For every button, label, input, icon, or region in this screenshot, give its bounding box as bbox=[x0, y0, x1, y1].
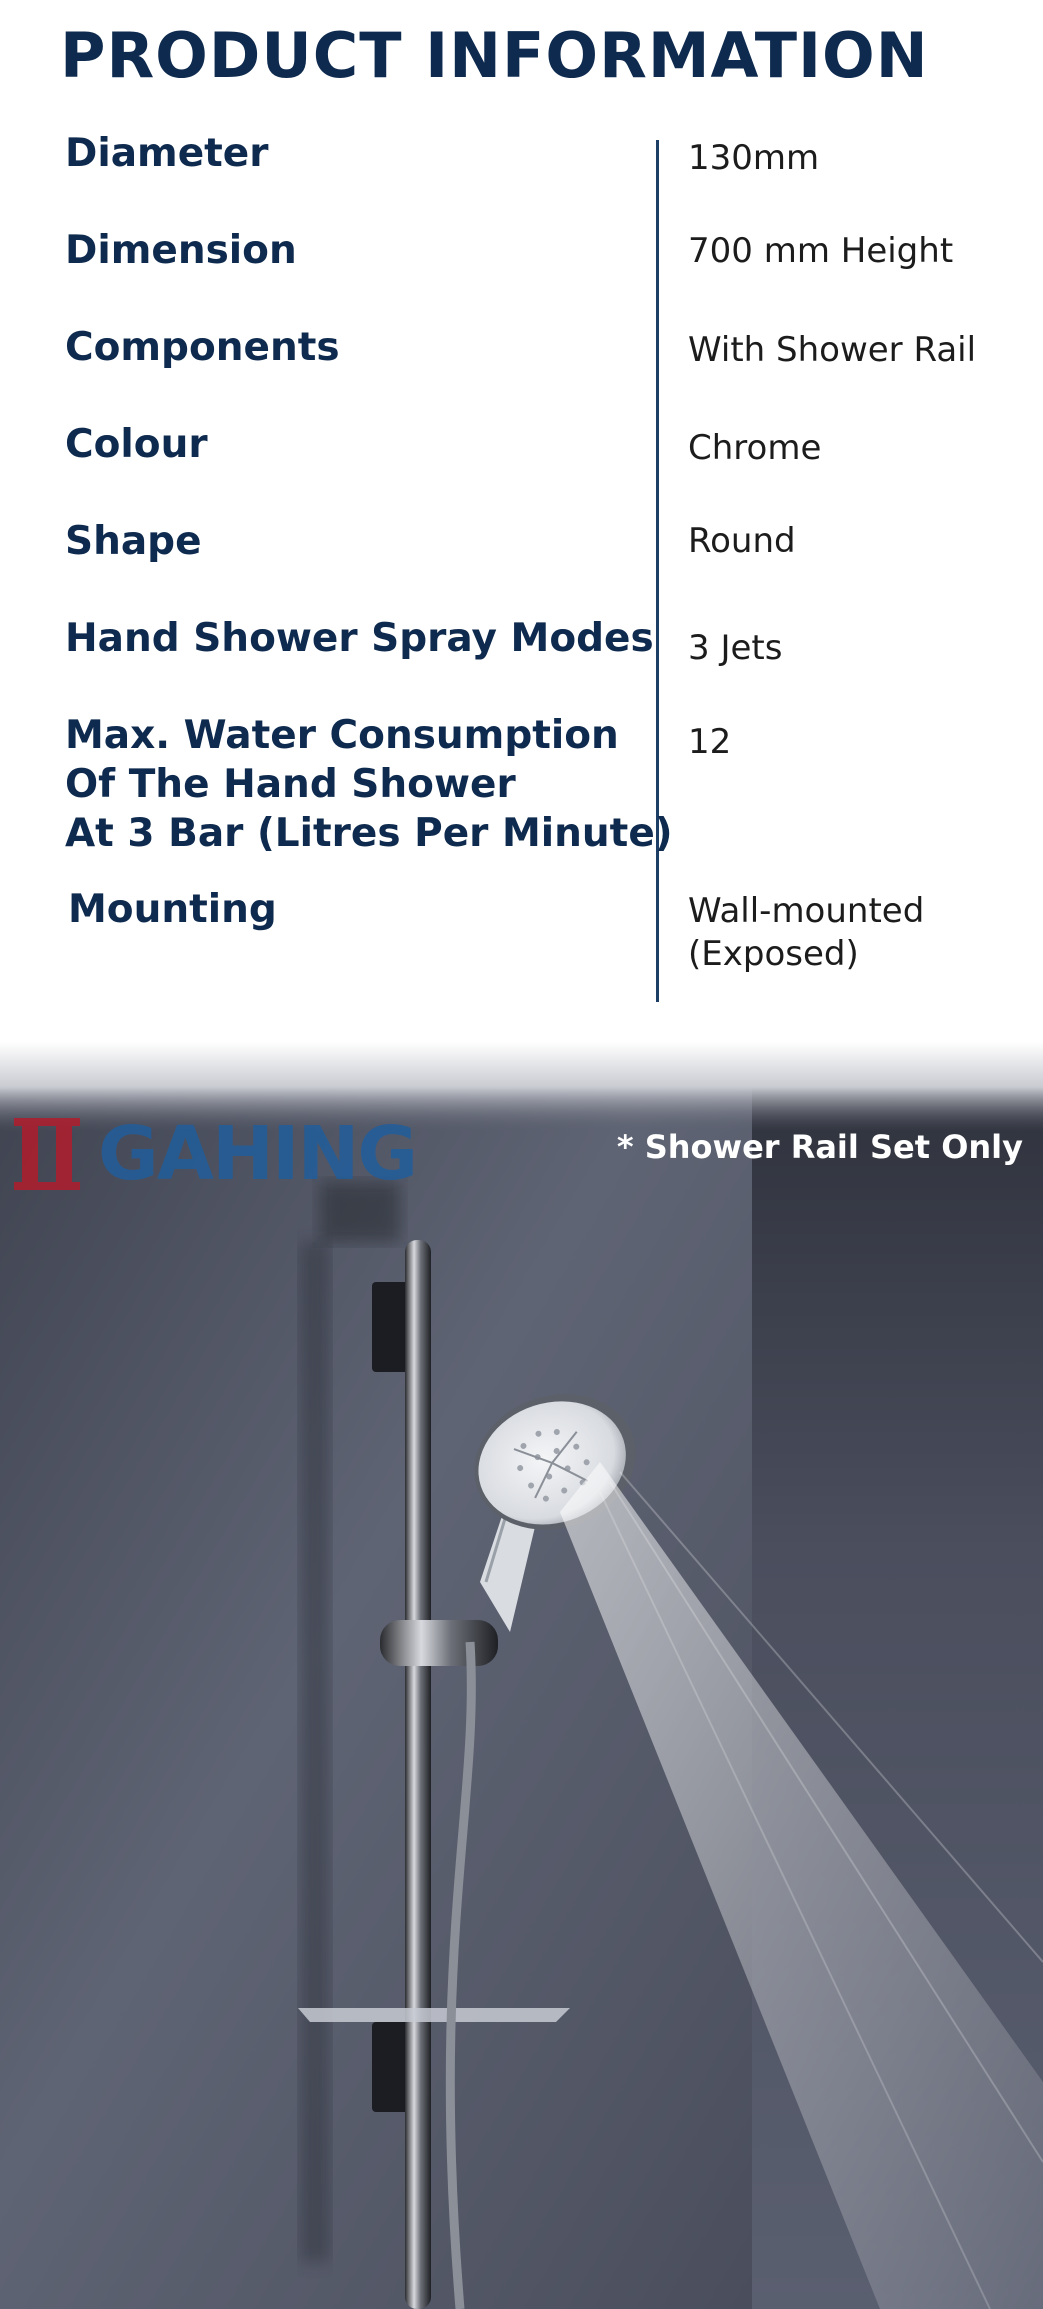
spec-label-water-consumption-line-3: At 3 Bar (Litres Per Minute) bbox=[65, 811, 673, 856]
spec-value-diameter: 130mm bbox=[688, 138, 820, 178]
spec-label-shape: Shape bbox=[65, 519, 202, 564]
spec-value-dimension: 700 mm Height bbox=[688, 231, 954, 271]
product-photo bbox=[0, 1042, 1043, 2309]
spec-label-components: Components bbox=[65, 325, 340, 370]
spec-value-spray-modes: 3 Jets bbox=[688, 628, 783, 668]
shower-rail-illustration bbox=[0, 1042, 1043, 2309]
spec-label-dimension: Dimension bbox=[65, 228, 297, 273]
gahing-logo bbox=[12, 1111, 417, 1197]
spec-value-components: With Shower Rail bbox=[688, 330, 977, 370]
spec-value-shape: Round bbox=[688, 521, 796, 561]
page-title: PRODUCT INFORMATION bbox=[60, 19, 929, 92]
spec-label-colour: Colour bbox=[65, 422, 208, 467]
spec-value-mounting-line-1: Wall-mounted bbox=[688, 891, 925, 931]
spec-table bbox=[0, 0, 1043, 1010]
spec-label-diameter: Diameter bbox=[65, 131, 269, 176]
spec-label-mounting: Mounting bbox=[68, 887, 277, 932]
spec-value-water-consumption: 12 bbox=[688, 722, 732, 762]
logo-mark-icon bbox=[12, 1118, 92, 1190]
column-divider bbox=[656, 140, 659, 1002]
spec-label-spray-modes: Hand Shower Spray Modes bbox=[65, 616, 654, 661]
spec-label-water-consumption-line-2: Of The Hand Shower bbox=[65, 762, 516, 807]
shower-rail-note: * Shower Rail Set Only bbox=[616, 1128, 1023, 1166]
spec-label-water-consumption-line-1: Max. Water Consumption bbox=[65, 713, 619, 758]
spec-value-mounting-line-2: (Exposed) bbox=[688, 934, 859, 974]
logo-text: GAHING bbox=[98, 1111, 417, 1197]
spec-value-colour: Chrome bbox=[688, 428, 822, 468]
